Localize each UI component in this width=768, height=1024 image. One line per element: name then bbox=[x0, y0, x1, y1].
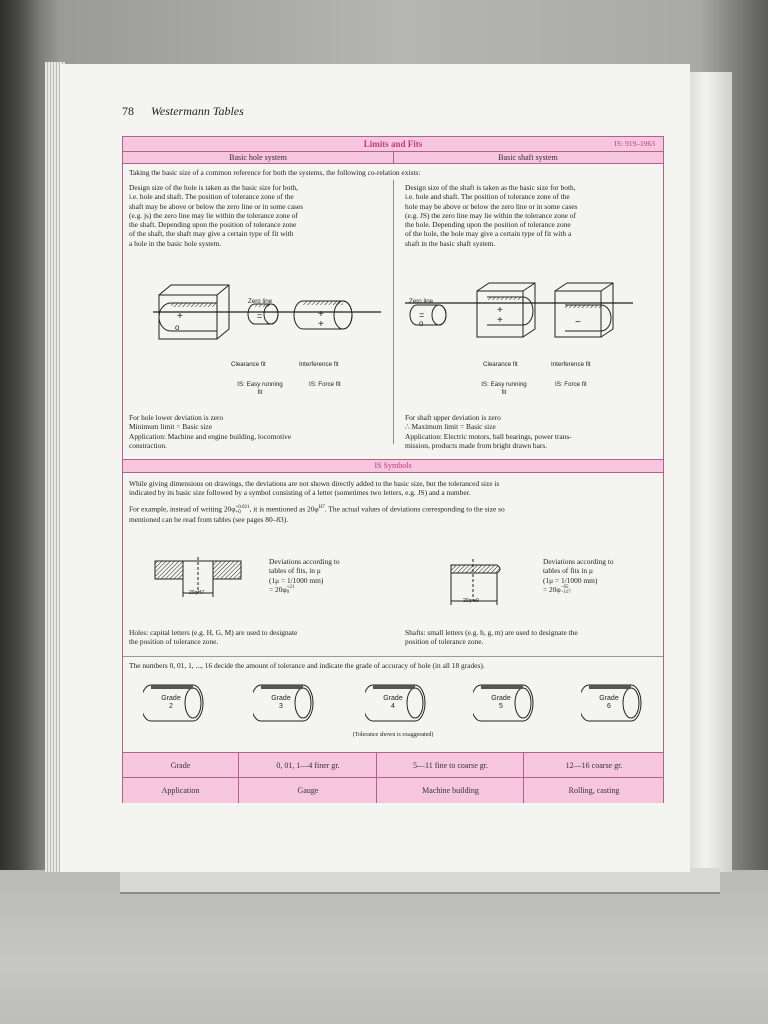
book-page bbox=[60, 64, 690, 872]
text-line: 3 bbox=[279, 703, 283, 710]
text-line: 2 bbox=[169, 703, 173, 710]
hole-force-fit-label: IS: Force fit bbox=[309, 381, 341, 388]
grade-table bbox=[123, 752, 663, 802]
hole-system-diagram bbox=[153, 281, 383, 359]
text-line: i.e. hole and shaft. The position of tolerance zone of the bbox=[129, 192, 294, 202]
svg-text:+: + bbox=[318, 319, 324, 330]
text-line: (e.g. js) the zero line may lie within the tolerance zone of bbox=[129, 210, 298, 220]
hole-system-text bbox=[129, 183, 389, 248]
shaft-system-diagram bbox=[405, 281, 635, 359]
text-line: (1μ = 1/1000 mm) bbox=[269, 575, 324, 585]
text-line: tables of fits, in μ bbox=[269, 566, 321, 576]
section-title-symbols: IS Symbols bbox=[374, 461, 412, 470]
deviation-upper: +21 bbox=[286, 585, 295, 591]
tolerance-lower: +0 bbox=[235, 509, 241, 515]
grade-cylinder bbox=[365, 681, 429, 725]
text-line: For shaft upper deviation is zero bbox=[405, 413, 501, 422]
shaft-interference-label: Interference fit bbox=[551, 361, 591, 368]
table-row bbox=[123, 752, 663, 778]
holes-note bbox=[129, 628, 389, 647]
text-line: Grade bbox=[271, 695, 291, 702]
svg-text:−: − bbox=[575, 317, 581, 328]
divider bbox=[393, 152, 394, 163]
text-line: Application: Electric motors, ball bearings, power trans- bbox=[405, 431, 572, 441]
svg-text:o: o bbox=[175, 323, 180, 332]
grade-label bbox=[153, 695, 189, 711]
page-header bbox=[122, 104, 244, 119]
text-segment: For example, instead of writing 20φ bbox=[129, 504, 236, 514]
text-line: 4 bbox=[391, 703, 395, 710]
intro-text: Taking the basic size of a common reference for both the systems, the following co-relation exists: bbox=[129, 168, 421, 177]
text-line: 5 bbox=[499, 703, 503, 710]
hole-deviation-figure bbox=[153, 557, 253, 605]
deviation-lower: 0 bbox=[286, 590, 290, 596]
svg-text:+: + bbox=[318, 309, 324, 320]
book-page-stack-right bbox=[688, 72, 732, 872]
text-line: shaft in the basic shaft system. bbox=[405, 238, 496, 248]
text-line: of the shaft, the shaft may give a certain type of fit with bbox=[129, 229, 294, 239]
text-line: indicated by its basic size followed by a symbol consisting of a letter (sometimes two letters, e.g. JS) and a number. bbox=[129, 488, 471, 498]
is-symbols-band bbox=[123, 460, 663, 472]
text-line: Deviations according to bbox=[543, 557, 614, 566]
text-line: hole may be above or below the zero line or in some cases bbox=[405, 201, 578, 211]
hole-notes bbox=[129, 413, 389, 450]
shaft-zero-line-label: Zero line bbox=[409, 298, 434, 305]
text-line: shaft may be above or below the zero line or in some cases bbox=[129, 201, 304, 211]
shaft-dimension: 20φ e9 bbox=[463, 598, 479, 604]
text-line: Grade bbox=[161, 695, 181, 702]
text-line: 6 bbox=[607, 703, 611, 710]
table-cell: Machine building bbox=[376, 778, 524, 803]
divider bbox=[123, 472, 663, 473]
table-cell: Gauge bbox=[238, 778, 377, 803]
text-line: tables of fits in μ bbox=[543, 566, 593, 576]
text-line: Grade bbox=[491, 695, 511, 702]
column-header-shaft: Basic shaft system bbox=[498, 153, 558, 162]
standard-number: IS: 919–1963 bbox=[614, 139, 655, 148]
section-title-limits: Limits and Fits bbox=[363, 139, 423, 149]
book-title: Westermann Tables bbox=[151, 104, 244, 118]
svg-text:=: = bbox=[257, 311, 263, 321]
table-cell: 12—16 coarse gr. bbox=[523, 753, 664, 778]
svg-text:+: + bbox=[497, 315, 503, 326]
grade-cylinder bbox=[581, 681, 645, 725]
hole-easy-running-label bbox=[225, 381, 295, 396]
limits-and-fits-table bbox=[122, 136, 664, 803]
text-line: While giving dimensions on drawings, the deviations are not shown directly added to the basic size, but the toleranced size is bbox=[129, 479, 500, 488]
example-line bbox=[129, 503, 661, 515]
deviation-lower: −117 bbox=[560, 590, 571, 596]
text-line: the hole. Depending upon the position of tolerance zone bbox=[405, 220, 571, 230]
text-segment: = 20φ bbox=[269, 584, 287, 594]
text-line: Minimum limit = Basic size bbox=[129, 422, 212, 432]
page-number: 78 bbox=[122, 104, 134, 118]
table-cell: 0, 01, 1—4 finer gr. bbox=[238, 753, 377, 778]
shaft-force-fit-label: IS: Force fit bbox=[555, 381, 587, 388]
deviation-upper: −65 bbox=[560, 585, 569, 591]
text-line: the shaft. Depending upon the position of tolerance zone bbox=[129, 220, 297, 230]
shaft-deviation-text bbox=[543, 557, 658, 595]
table-cell: 5—11 fine to coarse gr. bbox=[376, 753, 524, 778]
tolerance-upper: +0.021 bbox=[235, 504, 250, 510]
tolerance-note: (Tolerance shown is exaggerated) bbox=[352, 732, 434, 738]
limits-title-band bbox=[123, 137, 663, 151]
text-line: mentioned can be read from tables (see pages 80–83). bbox=[129, 514, 289, 524]
shaft-clearance-label: Clearance fit bbox=[483, 361, 518, 368]
grade-illustrations bbox=[143, 681, 643, 725]
text-line: constraction. bbox=[129, 440, 167, 450]
text-line: IS: Easy running bbox=[237, 381, 283, 388]
text-line: ∴ Maximum limit = Basic size bbox=[405, 422, 496, 432]
column-header-hole: Basic hole system bbox=[229, 153, 287, 162]
text-line: Design size of the shaft is taken as the basic size for both, bbox=[405, 183, 576, 192]
grade-cylinder bbox=[473, 681, 537, 725]
symbols-text bbox=[129, 479, 661, 498]
example-text bbox=[129, 503, 661, 524]
text-segment: = 20φ bbox=[543, 584, 561, 594]
text-line: Grade bbox=[599, 695, 619, 702]
text-line: Design size of the hole is taken as the basic size for both, bbox=[129, 183, 298, 192]
text-line: a hole in the basic hole system. bbox=[129, 238, 222, 248]
svg-text:=: = bbox=[419, 310, 425, 320]
hole-zero-line-label: Zero line bbox=[248, 298, 273, 305]
grade-cylinder bbox=[253, 681, 317, 725]
divider bbox=[123, 163, 663, 164]
text-line: Deviations according to bbox=[269, 557, 340, 566]
table-cell: Application bbox=[161, 786, 200, 795]
table-cell: Rolling, casting bbox=[523, 778, 664, 803]
text-line: Holes: capital letters (e.g. H, G, M) are used to designate bbox=[129, 628, 298, 637]
tolerance-symbol: H7 bbox=[318, 505, 325, 510]
svg-text:+: + bbox=[177, 311, 183, 322]
text-line: position of tolerance zone. bbox=[405, 637, 484, 647]
text-line: fit bbox=[257, 388, 263, 396]
grade-label bbox=[483, 695, 519, 711]
hole-deviation-text bbox=[269, 557, 389, 595]
text-line: the position of tolerance zone. bbox=[129, 637, 219, 647]
table-cell: Grade bbox=[170, 761, 191, 770]
table-row bbox=[123, 777, 663, 803]
text-line: Application: Machine and engine building, locomotive bbox=[129, 431, 292, 441]
grade-label bbox=[591, 695, 627, 711]
shaft-system-text bbox=[405, 183, 660, 248]
text-line: fit bbox=[501, 388, 507, 396]
column-divider bbox=[393, 180, 394, 444]
text-segment: , it is mentioned as 20φ bbox=[249, 504, 319, 514]
grade-label bbox=[263, 695, 299, 711]
text-line: Grade bbox=[383, 695, 403, 702]
svg-text:+: + bbox=[497, 305, 503, 316]
text-line: (1μ = 1/1000 mm) bbox=[543, 575, 598, 585]
shaft-notes bbox=[405, 413, 660, 450]
text-segment: . The actual values of deviations corresponding to the size so bbox=[324, 504, 505, 514]
grade-label bbox=[375, 695, 411, 711]
divider bbox=[123, 656, 663, 657]
text-line: For hole lower deviation is zero bbox=[129, 413, 224, 422]
hole-dimension: 20φH7 bbox=[189, 590, 205, 596]
text-line: of the hole, the hole may give a certain type of fit with a bbox=[405, 229, 572, 239]
shafts-note bbox=[405, 628, 660, 647]
text-line bbox=[543, 585, 658, 595]
text-line: mission, products made from bright drawn bars. bbox=[405, 440, 548, 450]
svg-text:o: o bbox=[419, 319, 424, 328]
text-line bbox=[269, 585, 389, 595]
text-line: i.e. hole and shaft. The position of tolerance zone of the bbox=[405, 192, 570, 202]
grade-cylinder bbox=[143, 681, 207, 725]
shaft-easy-running-label bbox=[469, 381, 539, 396]
grades-intro: The numbers 0, 01, 1, ..., 16 decide the amount of tolerance and indicate the grade of accuracy of hole (in all 18 grades). bbox=[129, 661, 485, 670]
hole-clearance-label: Clearance fit bbox=[231, 361, 266, 368]
text-line: (e.g. JS) the zero line may lie within the tolerance zone of bbox=[405, 210, 576, 220]
text-line: Shafts: small letters (e.g. h, g, m) are used to designate the bbox=[405, 628, 578, 637]
hole-interference-label: Interference fit bbox=[299, 361, 339, 368]
text-line: IS: Easy running bbox=[481, 381, 527, 388]
